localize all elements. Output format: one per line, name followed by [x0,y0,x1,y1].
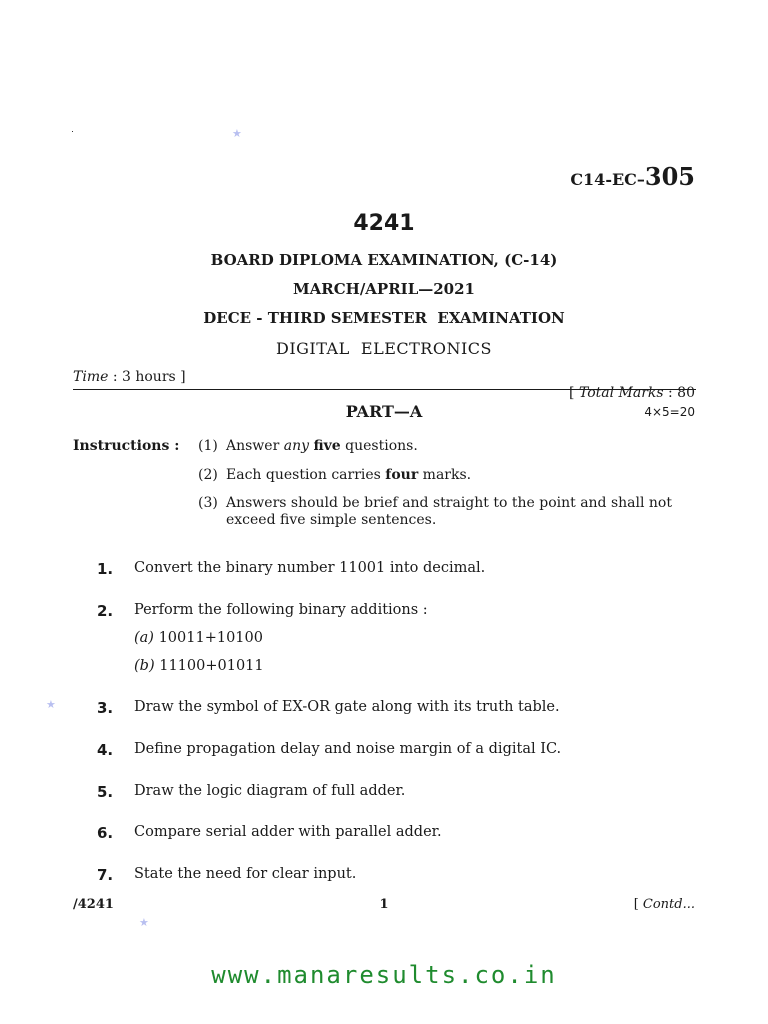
subject-code-prefix: C14-EC– [570,170,645,189]
exam-semester: DECE - THIRD SEMESTER EXAMINATION [203,309,565,327]
question-text: Draw the logic diagram of full adder. [134,783,406,799]
question-text: Define propagation delay and noise margin of a digital IC. [134,741,562,757]
footer-continued-bracket: [ [633,897,643,912]
exam-subject: DIGITAL ELECTRONICS [276,339,492,358]
instruction-emphasis: any [283,438,310,454]
sub-question-label: (a) [134,630,154,646]
star-icon: ★ [139,916,149,929]
question-number: 1. [97,560,114,578]
footer-paper-code: /4241 [73,897,114,912]
sub-question [134,658,264,674]
marks-value: : 80 [663,385,695,401]
instruction-item [226,467,686,484]
exam-session: MARCH/APRIL—2021 [293,280,475,298]
star-icon: ★ [232,127,242,140]
sub-question-label: (b) [134,658,155,674]
question-number: 7. [97,866,114,884]
watermark-url: www.manaresults.co.in [211,961,557,989]
footer-continued [634,897,695,912]
question-text: Draw the symbol of EX-OR gate along with its truth table. [134,699,560,715]
instruction-number: (2) [198,467,218,483]
subject-code-number: 305 [644,162,695,191]
instruction-item: Answers should be brief and straight to the point and shall not exceed five simple sentences. [226,495,672,528]
total-marks [560,369,695,401]
question-number: 6. [97,824,114,842]
header-divider [73,389,696,390]
instruction-number: (3) [198,495,218,511]
question-text: Compare serial adder with parallel adder. [134,824,442,840]
question-text: State the need for clear input. [134,866,357,882]
part-title: PART—A [345,402,423,421]
question-text: Convert the binary number 11001 into decimal. [134,560,486,576]
instruction-item [226,438,686,455]
sub-question-text: 10011+10100 [153,630,263,646]
part-marks-scheme: 4×5=20 [644,405,695,419]
question-number: 2. [97,602,114,620]
exam-title: BOARD DIPLOMA EXAMINATION, (C-14) [210,251,558,269]
question-number: 4. [97,741,114,759]
question-text: Perform the following binary additions : [134,602,428,618]
footer-continued-text: Contd... [642,897,695,912]
instruction-text: marks. [418,467,472,483]
time-allowed [73,369,186,385]
marks-label: Total Marks [578,385,664,401]
paper-number: 4241 [353,211,415,236]
instruction-text: Answer [226,438,284,454]
time-label: Time [73,369,109,385]
instructions-label: Instructions : [73,438,180,454]
star-icon: ★ [46,698,56,711]
scan-dot [72,131,73,132]
instruction-number: (1) [198,438,218,454]
question-number: 3. [97,699,114,717]
instruction-strong: five [313,438,341,454]
question-number: 5. [97,783,114,801]
marks-prefix: [ [569,385,579,401]
instruction-text: questions. [340,438,418,454]
subject-code [570,162,695,191]
instruction-text: Each question carries [226,467,386,483]
time-value: : 3 hours ] [108,369,186,385]
sub-question [134,630,263,646]
instruction-strong: four [385,467,419,483]
sub-question-text: 11100+01011 [154,658,264,674]
page-number: 1 [379,897,389,912]
